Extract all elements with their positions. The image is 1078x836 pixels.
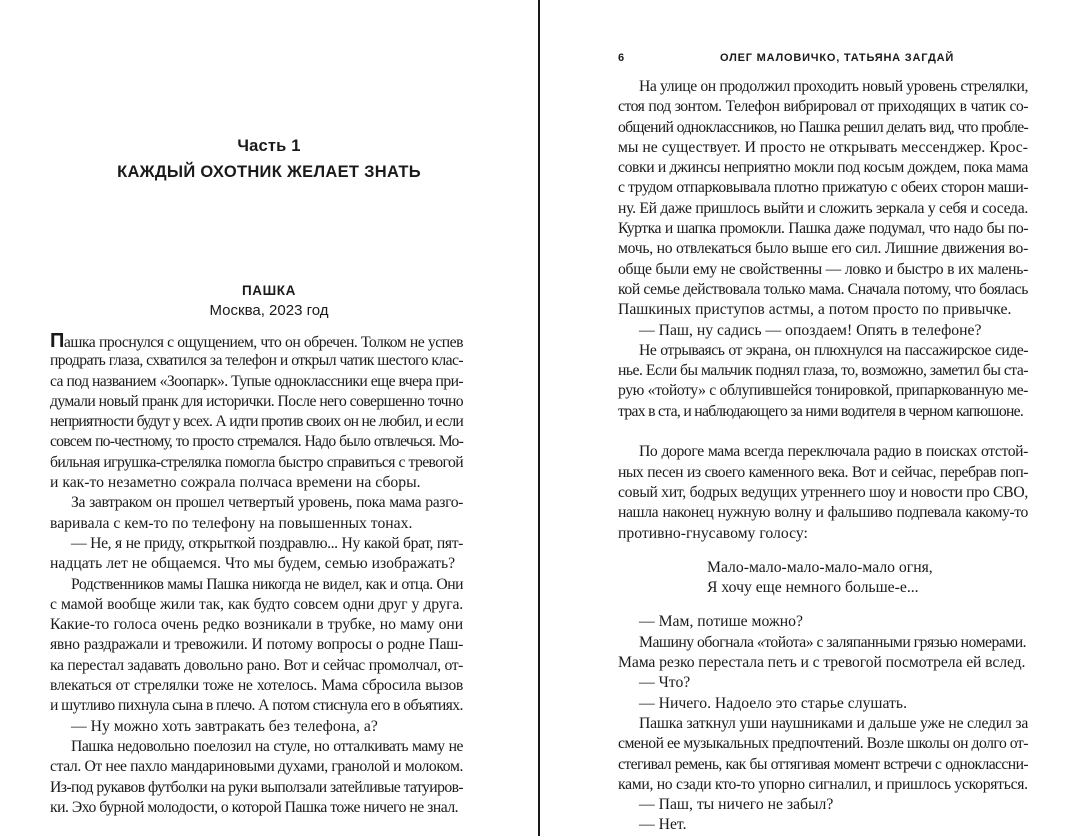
text-line: стал. От нее пахло мандариновыми духами, гранолой и молоком. <box>50 758 463 776</box>
text-line: влекаться от стрелялки тоже не хотелось. Мама сбросила вызов <box>50 677 463 695</box>
right-body-text <box>618 77 1028 836</box>
text-line: Куртка и шапка промокли. Пашка даже подумал, что надо бы по- <box>618 220 1028 238</box>
text-line: — Паш, ты ничего не забыл? <box>639 796 834 814</box>
text-line: варивала с кем-то по телефону на повышенных тонах. <box>50 514 413 532</box>
text-line: бильная игрушка-стрелялка помогла быстро справиться с тревогой <box>50 453 463 471</box>
text-line: По дороге мама всегда переключала радио в поисках отстой- <box>639 443 1028 461</box>
drop-cap: П <box>50 330 64 352</box>
text-line: са под названием «Зоопарк». Тупые одноклассники еще вчера при- <box>50 372 463 390</box>
text-line: ных песен из своего каменного века. Вот и сейчас, перебрав поп- <box>618 463 1028 481</box>
text-line: — Что? <box>639 674 691 692</box>
chapter-title: ПАШКА <box>241 283 296 298</box>
text-line: ками, но сзади кто-то упорно сигналил, и пришлось ускоряться. <box>618 775 1028 793</box>
text-line: — Мам, потише можно? <box>639 613 803 631</box>
poem-line: Я хочу еще немного больше-е... <box>707 579 919 597</box>
text-line: Какие-то голоса очень редко возникали в трубке, но маму они <box>50 616 463 634</box>
text-line: надцать лет не общаемся. Что мы будем, семью изображать? <box>50 555 456 573</box>
chapter-place: Москва, 2023 год <box>209 302 329 319</box>
text-line: Машину обогнала «тойота» с заляпанными грязью номерами. <box>639 633 1027 651</box>
text-line: думали новый пранк для исторички. После него совершенно точно <box>50 392 463 410</box>
text-line: нашла наконец нужную волну и фальшиво подпевала какому-то <box>618 504 1028 522</box>
text-line: явно раздражали и тревожили. И потому вопросы о родне Паш- <box>50 636 463 654</box>
text-line: — Ну можно хоть завтракать без телефона, а? <box>71 717 378 735</box>
left-page <box>0 0 538 836</box>
text-line: ка перестал задавать довольно рано. Вот и сейчас промолчал, от- <box>50 656 463 674</box>
text-line: Пашка недовольно поелозил на стуле, но отталкивать маму не <box>71 737 463 755</box>
text-line: противно-гнусавому голосу: <box>618 524 808 542</box>
text-line: Пашка заткнул уши наушниками и дальше уже не следил за <box>639 714 1029 732</box>
running-header <box>618 52 1028 68</box>
text-line: стегивал ремень, как бы оттягивая момент встречи с одноклассни- <box>618 755 1028 773</box>
left-body-text <box>50 331 463 818</box>
text-line: — Нет. <box>639 816 687 834</box>
text-line: ну. Ей даже пришлось выйти и сложить зеркала у себя и соседа. <box>618 199 1028 217</box>
text-line: Родственников мамы Пашка никогда не видел, как и отца. Они <box>71 575 463 593</box>
text-line: и шутливо пихнула сына в плечо. А потом стиснула его в объятиях. <box>50 697 463 715</box>
page-number: 6 <box>618 52 625 64</box>
text-line: общений одноклассников, но Пашка решил делать вид, что пробле- <box>618 118 1028 136</box>
text-line: нье. Если бы мальчик поднял глаза, то, возможно, заметил бы ста- <box>618 362 1029 380</box>
part-title: КАЖДЫЙ ОХОТНИК ЖЕЛАЕТ ЗНАТЬ <box>117 163 421 181</box>
text-line: За завтраком он прошел четвертый уровень, пока мама разго- <box>71 494 463 512</box>
text-line: и как-то незаметно сожрала полчаса времени на сборы. <box>50 474 421 492</box>
text-line: Из-под рукавов футболки на руки выползали затейливые татуиров- <box>50 778 463 796</box>
text-line: совки и джинсы неприятно мокли под косым дождем, пока мама <box>618 159 1028 177</box>
text-line: ки. Эхо бурной молодости, о которой Пашка тоже ничего не знал. <box>50 798 459 816</box>
text-line: трах в ста, и наблюдающего за ними водителя в черном капюшоне. <box>618 402 1024 420</box>
poem-line: Мало-мало-мало-мало-мало огня, <box>707 558 933 576</box>
text-line: стоя под зонтом. Телефон вибрировал от приходящих в чатик со- <box>618 98 1028 116</box>
text-line: Не отрываясь от экрана, он плюхнулся на пассажирское сиде- <box>639 341 1028 359</box>
text-line: с трудом отпарковывала плотно прижатую с обеих сторон маши- <box>618 179 1029 197</box>
running-title: ОЛЕГ МАЛОВИЧКО, ТАТЬЯНА ЗАГДАЙ <box>720 52 955 64</box>
text-line: мочь, но отвлекаться было выше его сил. Лишние движения во- <box>618 240 1028 258</box>
text-line: кой семье действовала только мама. Сначала потому, что боялась <box>618 280 1028 298</box>
text-line: обще были ему не свойственны — ловко и быстро в их малень- <box>618 260 1028 278</box>
text-line: — Не, я не приду, открыткой поздравлю... Ну какой брат, пят- <box>71 534 463 552</box>
text-line: совсем по-честному, то просто стремался. Надо было отвлечься. Мо- <box>50 433 463 451</box>
text-line: с мамой вообще жили так, как будто совсем одни друг у друга. <box>50 595 463 613</box>
text-line: Пашкиных приступов астмы, а потом просто по привычке. <box>618 301 1012 319</box>
text-line: Пашка проснулся с ощущением, что он обречен. Толком не успев <box>50 330 463 352</box>
verse-break <box>618 544 1028 558</box>
text-line: На улице он продолжил проходить новый уровень стрелялки, <box>639 78 1028 95</box>
text-line: — Паш, ну садись — опоздаем! Опять в телефоне? <box>639 321 982 339</box>
text-line: рую «тойоту» с облупившейся тонировкой, припаркованную ме- <box>618 382 1028 400</box>
text-line: продрать глаза, схватился за телефон и открыл чатик шестого клас- <box>50 352 463 370</box>
right-page <box>540 0 1078 836</box>
text-line: сменой ее музыкальных предпочтений. Возле школы он долго от- <box>618 735 1028 753</box>
text-line: — Ничего. Надоело это старье слушать. <box>639 694 907 712</box>
verse-break <box>618 598 1028 612</box>
part-label: Часть 1 <box>237 137 301 155</box>
section-break <box>618 422 1028 442</box>
text-line: Мама резко перестала петь и с тревогой посмотрела ей вслед. <box>618 654 1026 672</box>
text-line: неприятности будут у всех. А идти против своих он не любил, и если <box>50 413 463 431</box>
text-line: мы не существует. И просто не открывать мессенджер. Крос- <box>618 138 1028 156</box>
text-line: совый хит, бодрых ведущих утреннего шоу и новости про СВО, <box>618 483 1028 501</box>
